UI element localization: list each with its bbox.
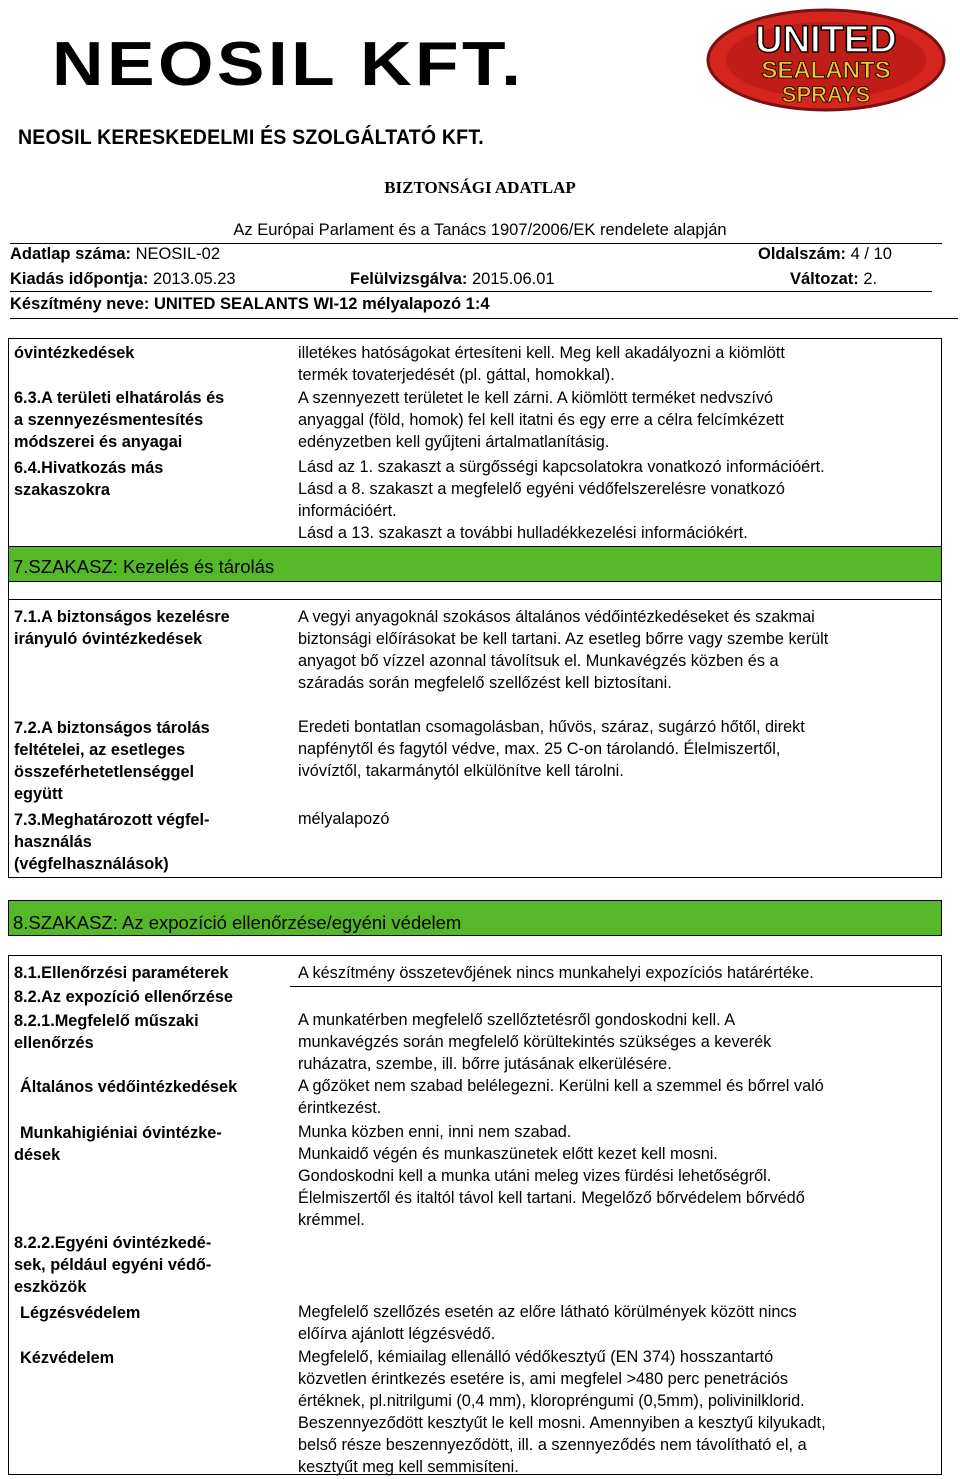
united-logo-line1: UNITED	[755, 19, 897, 61]
product-divider	[10, 318, 958, 319]
s8-label-8-2: 8.2.Az expozíció ellenőrzése	[14, 988, 233, 1006]
document-title: BIZTONSÁGI ADATLAP	[384, 178, 576, 197]
s8-row1-divider	[290, 986, 942, 987]
section-7-title: 7.SZAKASZ: Kezelés és tárolás	[13, 556, 275, 577]
s7-text-7-3: mélyalapozó	[298, 810, 390, 828]
s8-label-8-1: 8.1.Ellenőrzési paraméterek	[14, 964, 229, 982]
section-7-divider	[8, 599, 942, 600]
s6-label-6-3: 6.3.A területi elhatárolás és a szennyezésmentesítés módszerei és anyagai	[14, 389, 225, 451]
united-logo-line2: SEALANTS	[761, 57, 891, 84]
s7-label-7-1: 7.1.A biztonságos kezelésre irányuló óvintézkedések	[14, 608, 230, 648]
s7-label-7-3: 7.3.Meghatározott végfel- használás (végfelhasználások)	[14, 811, 210, 873]
product-name: Készítmény neve: UNITED SEALANTS WI-12 mélyalapozó 1:4	[10, 295, 490, 313]
s8-label-8-2-2: 8.2.2.Egyéni óvintézkedé- sek, például egyéni védő- eszközök	[14, 1234, 212, 1296]
s6-label-precautions: óvintézkedések	[14, 344, 135, 362]
s6-label-6-4: 6.4.Hivatkozás más szakaszokra	[14, 459, 164, 499]
s8-label-general: Általános védőintézkedések	[20, 1078, 238, 1096]
s7-text-7-1: A vegyi anyagoknál szokásos általános védőintézkedéseket és szakmai biztonsági előírásokat be kell tartani. Az esetleg bőrre vagy szembe került anyagot bő vízzel azonnal távolítsuk el. Munkavégzés közben és a száradás során megfelelő szellőzést kell biztosítani.	[298, 608, 829, 692]
header-divider	[10, 243, 942, 244]
s8-label-respiratory: Légzésvédelem	[20, 1304, 141, 1322]
s8-text-respiratory: Megfelelő szellőzés esetén az előre látható körülmények között nincs előírva ajánlott légzésvédő.	[298, 1303, 797, 1343]
issue-date-value: 2013.05.23	[153, 270, 236, 288]
page-number-value: 4 / 10	[850, 245, 892, 263]
united-logo-line3: SPRAYS	[781, 82, 871, 107]
regulation-line: Az Európai Parlament és a Tanács 1907/2006/EK rendelete alapján	[233, 221, 727, 239]
s8-label-hygiene: Munkahigiéniai óvintézke- dések	[14, 1124, 222, 1164]
s8-label-hand: Kézvédelem	[20, 1349, 115, 1367]
neosil-logo: NEOSIL KFT.	[52, 30, 525, 99]
s7-text-7-2: Eredeti bontatlan csomagolásban, hűvös, száraz, sugárzó hőtől, direkt napfénytől és fagytól védve, max. 25 C-on tárolandó. Élelmiszertől, ivóvíztől, takarmánytól elkülönítve kell tárolni.	[298, 718, 805, 780]
s8-label-8-2-1: 8.2.1.Megfelelő műszaki ellenőrzés	[14, 1012, 199, 1052]
s6-text-containment: A szennyezett területet le kell zárni. A kiömlött terméket nedvszívó anyaggal (föld, homok) fel kell itatni és egy erre a célra felcímkézett edényzetben kell gyűjteni ártalmatlanításig.	[298, 389, 784, 451]
s8-text-general: A gőzöket nem szabad belélegezni. Kerülni kell a szemmel és bőrrel való érintkezést.	[298, 1077, 824, 1117]
s7-label-7-2: 7.2.A biztonságos tárolás feltételei, az esetleges összeférhetetlenséggel együtt	[14, 719, 210, 803]
review-date-value: 2015.06.01	[471, 270, 555, 288]
s6-text-authorities: illetékes hatóságokat értesíteni kell. Meg kell akadályozni a kiömlött termék tovaterjedését (pl. gáttal, homokkal).	[298, 344, 785, 384]
sheet-number-value: NEOSIL-02	[135, 245, 221, 263]
review-date-label: Felülvizsgálva:	[350, 270, 468, 288]
version-value: 2.	[863, 270, 878, 288]
section-8-title: 8.SZAKASZ: Az expozíció ellenőrzése/egyéni védelem	[13, 912, 462, 933]
s8-text-8-2-1: A munkatérben megfelelő szellőztetésről gondoskodni kell. A munkavégzés során megfelelő körültekintés szükséges a keverék ruházatra, szembe, ill. bőrre jutásának elkerülésére.	[298, 1011, 772, 1073]
s8-text-hand: Megfelelő, kémiailag ellenálló védőkesztyű (EN 374) hosszantartó közvetlen érintkezés esetére is, ami megfelel >480 perc penetrációs értéknek, pl.nitrilgumi (0,4 mm), kloropréngumi (0,5mm), polivinilklorid. Beszennyeződött kesztyűt le kell mosni. Amennyiben a kesztyű kilyukadt, belső része beszennyeződött, ill. a szennyeződés nem távolítható el, a kesztyűt meg kell semmisíteni.	[298, 1348, 826, 1476]
s8-text-8-1: A készítmény összetevőjének nincs munkahelyi expozíciós határértéke.	[298, 964, 814, 982]
s6-text-references: Lásd az 1. szakaszt a sürgősségi kapcsolatokra vonatkozó információért. Lásd a 8. szakaszt a megfelelő egyéni védőfelszerelésre vonatkozó információért. Lásd a 13. szakaszt a további hulladékkezelési információkért.	[298, 458, 825, 542]
united-sealants-logo	[706, 8, 946, 112]
version-label: Változat:	[790, 270, 859, 288]
dates-divider	[10, 291, 932, 292]
issue-date-label: Kiadás időpontja:	[10, 270, 149, 288]
s8-text-hygiene: Munka közben enni, inni nem szabad. Munkaidő végén és munkaszünetek előtt kezet kell mosni. Gondoskodni kell a munka utáni meleg vizes fürdési lehetőségről. Élelmiszertől és italtól távol kell tartani. Megelőző bőrvédelem bőrvédő krémmel.	[298, 1123, 805, 1229]
company-name: NEOSIL KERESKEDELMI ÉS SZOLGÁLTATÓ KFT.	[18, 126, 484, 149]
page-number-label: Oldalszám:	[758, 245, 847, 263]
sheet-number-label: Adatlap száma:	[10, 245, 132, 263]
